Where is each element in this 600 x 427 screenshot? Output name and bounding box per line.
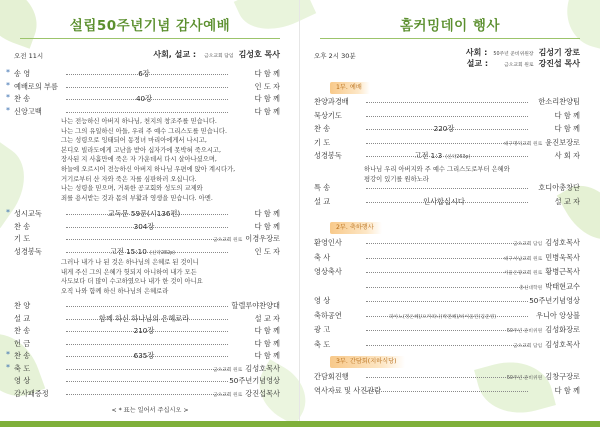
- dot-leader: [366, 102, 528, 103]
- program-row: [308, 96, 580, 107]
- person-name: 다 함 께: [254, 338, 280, 348]
- row-content: [8, 350, 280, 361]
- content-text: 304장: [133, 221, 155, 231]
- left-title: 설립50주년기념 감사예배: [69, 18, 231, 34]
- host2-label: 설교 :: [466, 59, 489, 68]
- section-badge-1: 1부. 예배: [330, 82, 370, 94]
- dot-leader: [366, 330, 528, 331]
- stand-marker: *: [6, 105, 10, 115]
- row-person: [255, 350, 280, 361]
- person-name: 다 함 께: [554, 110, 580, 120]
- dot-leader: [66, 239, 228, 240]
- text-line: 거기로부터 산 자와 죽은 자를 심판하러 오십니다.: [61, 175, 197, 183]
- row-label: 성경봉독: [14, 246, 42, 256]
- row-person: [555, 123, 580, 134]
- host2-block: [467, 58, 580, 69]
- person-name: 인 도 자: [254, 81, 280, 91]
- content-text: 고전 15:10: [109, 246, 147, 256]
- person-name: 다 함 께: [254, 69, 280, 78]
- row-person: [255, 106, 280, 117]
- row-label: 묵상기도: [314, 110, 342, 120]
- text-line: 그러나 내가 나 된 것은 하나님의 은혜로 된 것이니: [61, 259, 199, 266]
- row-label: 성시교독: [14, 209, 42, 218]
- text-line: 나는 그의 유일하신 아들, 우리 주 예수 그리스도를 믿습니다.: [61, 127, 228, 135]
- row-person: [513, 339, 580, 352]
- content-text: 635장: [133, 351, 155, 360]
- program-row: [308, 324, 580, 335]
- title-rule: [320, 38, 580, 39]
- dot-leader: [366, 377, 528, 378]
- row-person: [255, 81, 280, 92]
- row-label: 설 교: [314, 197, 331, 206]
- person-name: 김성화장로: [545, 325, 580, 334]
- person-title: 50주년 준비위원: [506, 376, 543, 381]
- program-row: [8, 313, 280, 324]
- row-person: [555, 110, 580, 121]
- row-label: 특 송: [314, 183, 331, 192]
- content-ref: (신약282p): [149, 250, 176, 256]
- row-label: 헌 금: [14, 338, 31, 348]
- dot-leader: [366, 301, 528, 302]
- dot-leader: [66, 87, 228, 88]
- program-row: [308, 266, 580, 277]
- row-label: 환영인사: [314, 238, 342, 247]
- row-label: 축 도: [314, 339, 331, 349]
- row-label: 역사자료 및 사진관람: [314, 386, 382, 395]
- row-person: [536, 310, 580, 321]
- text-line: 나는 성령을 믿으며, 거룩한 공교회와 성도의 교제와: [61, 185, 203, 193]
- row-label: 영 상: [314, 296, 331, 305]
- dot-leader: [366, 116, 528, 117]
- row-person: [519, 281, 580, 294]
- dot-leader: [366, 287, 528, 288]
- dot-leader: [66, 369, 228, 370]
- program-row: [8, 300, 280, 311]
- row-label: 찬 양: [14, 301, 31, 310]
- program-row: [8, 246, 280, 257]
- row-content: [8, 221, 280, 232]
- host1-block: [466, 47, 580, 58]
- row-content: [8, 208, 280, 219]
- program-row: [308, 150, 580, 161]
- person-name: 이경우장로: [245, 234, 280, 243]
- program-row: [308, 137, 580, 148]
- title-rule: [20, 38, 280, 39]
- row-content: [8, 325, 280, 336]
- row-label: 성경봉독: [314, 151, 342, 160]
- host-sub: 금오교회 담임: [204, 54, 234, 59]
- row-person: [213, 363, 280, 376]
- person-name: 황병근목사: [545, 267, 580, 276]
- dot-leader: [66, 112, 228, 113]
- row-person: [513, 237, 580, 250]
- person-name: 사 회 자: [554, 151, 580, 160]
- host1-label: 사회 :: [465, 48, 488, 57]
- text-line: 나는 전능하신 아버지 하나님, 천지의 창조주를 믿습니다.: [61, 118, 217, 125]
- row-label: 축하공연: [314, 310, 342, 320]
- row-label: 찬양과경배: [314, 97, 349, 106]
- row-person: [255, 221, 280, 232]
- row-content: [8, 313, 280, 324]
- row-label: 예배로의 부름: [14, 81, 58, 91]
- program-row: [8, 68, 280, 79]
- text-line: 그는 성령으로 잉태되어 동정녀 마리아에게서 나시고,: [61, 137, 207, 145]
- text-line: 사도보다 더 많이 수고하였으나 내가 한 것이 아니요: [61, 278, 203, 286]
- program-row: [308, 295, 580, 306]
- dot-leader: [366, 188, 528, 189]
- row-label: 찬 송: [14, 94, 31, 103]
- host2-name: 강진섭 목사: [538, 59, 580, 68]
- row-person: [507, 324, 580, 337]
- row-label: 찬 송: [14, 326, 31, 335]
- text-line: 본디오 빌라도에게 고난을 받아 십자가에 못박혀 죽으시고,: [61, 146, 221, 154]
- content-detail: 피아노(정은혜)/오카리나(박전혜)/바이올린(김준영): [388, 314, 497, 320]
- program-row: [308, 237, 580, 248]
- row-person: [255, 338, 280, 349]
- person-name: 50주년기념영상: [529, 296, 580, 305]
- host-label: 사회, 설교 :: [153, 50, 197, 59]
- row-label: 감사패증정: [14, 388, 49, 398]
- service-time: 오전 11시: [14, 52, 44, 60]
- program-row: [308, 196, 580, 207]
- program-row: [8, 388, 280, 399]
- footer-bar: [0, 421, 600, 427]
- person-title: 금오교회 원로: [212, 392, 243, 398]
- text-line: 하늘에 오르시어 전능하신 아버지 하나님 우편에 앉아 계시다가,: [61, 165, 236, 173]
- content-text: 220장: [433, 124, 455, 133]
- person-title: 금오교회 담임: [512, 343, 543, 349]
- content-text: 고전 1:3: [414, 151, 443, 160]
- program-row: [308, 281, 580, 292]
- row-person: [231, 300, 280, 311]
- person-title: 50주년 준비위원: [506, 329, 543, 334]
- program-row: [308, 110, 580, 121]
- person-name: 다 함 께: [254, 94, 280, 103]
- person-name: 다 함 께: [254, 351, 280, 360]
- right-title: 홈커밍데이 행사: [400, 18, 500, 34]
- person-name: 김성호목사: [545, 339, 580, 349]
- text-line: 내게 주신 그의 은혜가 헛되지 아니하여 내가 모든: [61, 268, 197, 276]
- row-person: [507, 371, 580, 384]
- person-name: 윤진보장로: [545, 137, 580, 147]
- content-text: 210장: [133, 326, 155, 335]
- person-title: 대구서남교회 원로: [503, 256, 543, 262]
- person-name: 다 함 께: [254, 221, 280, 231]
- text-line: 하나님 우리 아버지와 주 예수 그리스도로부터 은혜와: [364, 166, 510, 173]
- row-person: [529, 295, 580, 306]
- program-row: [8, 338, 280, 349]
- row-label: 영상축사: [314, 267, 342, 276]
- person-name: 설 교 자: [254, 313, 280, 323]
- row-content: [308, 123, 580, 134]
- host-block: [153, 49, 280, 60]
- row-person: [229, 375, 280, 386]
- stand-marker: *: [6, 80, 10, 90]
- stand-marker: *: [6, 350, 10, 359]
- person-name: 민병욱목사: [545, 252, 580, 262]
- person-name: 우니아 앙상블: [536, 310, 580, 320]
- person-title: 금오교회 원로: [212, 238, 243, 243]
- row-label: 기 도: [314, 137, 331, 147]
- row-person: [255, 208, 280, 219]
- program-row: [8, 350, 280, 361]
- program-row: [8, 325, 280, 336]
- right-page: [300, 0, 600, 427]
- row-label: 영 상: [14, 376, 31, 385]
- text-line: 죄를 용서받는 것과 몸의 부활과 영생을 믿습니다. 아멘.: [61, 194, 213, 202]
- program-row: [8, 233, 280, 244]
- row-person: [555, 196, 580, 207]
- row-person: [504, 252, 580, 265]
- person-title: 서울은광교회 원로: [503, 271, 543, 276]
- dot-leader: [66, 381, 228, 382]
- program-row: [8, 375, 280, 386]
- program-row: [308, 385, 580, 396]
- host2-sub: 금오교회 원로: [504, 63, 534, 68]
- program-row: [308, 252, 580, 263]
- person-name: 50주년기념영상: [229, 376, 280, 385]
- content-text: 함께 하신 하나님의 은혜로라: [98, 313, 190, 323]
- person-title: 대구명덕교회 원로: [503, 141, 543, 147]
- person-title: 금오교회 원로: [212, 367, 243, 373]
- row-label: 광 고: [314, 325, 331, 334]
- section-badge-2: 2부. 축하행사: [330, 222, 382, 234]
- stand-marker: *: [6, 208, 10, 217]
- row-person: [504, 137, 580, 150]
- row-label: 찬 송: [14, 351, 31, 360]
- person-name: 다 함 께: [254, 326, 280, 335]
- text-line: 장사된 지 사흘만에 죽은 자 가운데서 다시 살아나셨으며,: [61, 156, 217, 164]
- scripture-text: [61, 258, 281, 296]
- stand-marker: *: [6, 93, 10, 102]
- row-person: [555, 385, 580, 396]
- row-label: 축 사: [314, 252, 331, 262]
- row-label: 찬 송: [314, 124, 331, 133]
- row-person: [255, 68, 280, 79]
- row-label: 기 도: [14, 234, 31, 243]
- row-person: [255, 325, 280, 336]
- row-person: [213, 233, 280, 246]
- text-line: 평강이 있기를 원하노라: [364, 175, 429, 183]
- program-row: [308, 310, 580, 321]
- person-name: 할렐루야찬양대: [231, 301, 280, 310]
- person-name: 호디아총창단: [538, 183, 580, 192]
- program-row: [308, 371, 580, 382]
- row-person: [555, 150, 580, 161]
- text-line: 오직 나와 함께 하신 하나님의 은혜로라: [61, 287, 169, 295]
- person-name: 다 함 께: [254, 209, 280, 218]
- row-label: 축 도: [14, 363, 31, 373]
- event-time: 오후 2시 30분: [314, 52, 356, 60]
- stand-marker: *: [6, 362, 10, 372]
- row-person: [213, 388, 280, 401]
- row-content: [308, 196, 580, 207]
- row-label: 찬 송: [14, 221, 31, 231]
- person-name: 김창구장로: [545, 372, 580, 381]
- program-row: [8, 208, 280, 219]
- row-label: 신앙고백: [14, 106, 42, 116]
- content-text: 인사합십시다: [423, 197, 465, 206]
- person-name: 박태현교수: [545, 281, 580, 291]
- person-name: 김성호목사: [245, 363, 280, 373]
- row-person: [538, 182, 580, 193]
- dot-leader: [66, 306, 228, 307]
- person-name: 강진섭목사: [245, 388, 280, 398]
- content-text: 6장: [138, 69, 150, 78]
- person-name: 다 함 께: [254, 106, 280, 116]
- person-name: 다 함 께: [554, 124, 580, 133]
- content-ref: (신약263p): [445, 155, 471, 160]
- person-name: 다 함 께: [554, 386, 580, 395]
- program-row: [8, 363, 280, 374]
- creed-text: [61, 117, 281, 203]
- program-row: [308, 182, 580, 193]
- stand-marker: *: [6, 68, 10, 77]
- person-name: 김성호목사: [545, 238, 580, 247]
- row-content: [308, 150, 580, 163]
- row-content: [8, 93, 280, 104]
- dot-leader: [366, 243, 528, 244]
- host1-name: 김성기 장로: [538, 48, 580, 57]
- row-person: [538, 96, 580, 107]
- content-text: 교독문 59문(시136편): [107, 209, 181, 218]
- program-row: [308, 339, 580, 350]
- host1-sub: 50주년 준비위원장: [493, 52, 534, 57]
- row-person: [255, 246, 280, 257]
- row-label: 간담회진행: [314, 372, 349, 381]
- person-title: 금오교회 담임: [512, 242, 543, 247]
- standing-note: < * 표는 일어서 주십시오 >: [111, 407, 189, 414]
- section-badge-3: 3부. 간담회(지하식당): [330, 356, 405, 368]
- person-title: 총신대학원: [519, 285, 543, 291]
- dot-leader: [66, 394, 228, 395]
- person-name: 한소리찬양팀: [538, 97, 580, 106]
- program-row: [8, 106, 280, 117]
- dot-leader: [66, 344, 228, 345]
- host-name: 김성호 목사: [238, 50, 280, 59]
- row-label: 설 교: [14, 313, 31, 323]
- row-label: 송 영: [14, 69, 31, 78]
- program-row: [308, 123, 580, 134]
- program-row: [8, 221, 280, 232]
- dot-leader: [366, 345, 528, 346]
- content-text: 40장: [135, 94, 153, 103]
- person-name: 설 교 자: [554, 197, 580, 206]
- row-person: [255, 313, 280, 324]
- row-content: [8, 68, 280, 79]
- program-row: [8, 81, 280, 92]
- row-person: [255, 93, 280, 104]
- person-name: 인 도 자: [254, 246, 280, 256]
- dot-leader: [366, 391, 528, 392]
- row-person: [504, 266, 580, 279]
- row-content: [8, 246, 280, 259]
- program-row: [8, 93, 280, 104]
